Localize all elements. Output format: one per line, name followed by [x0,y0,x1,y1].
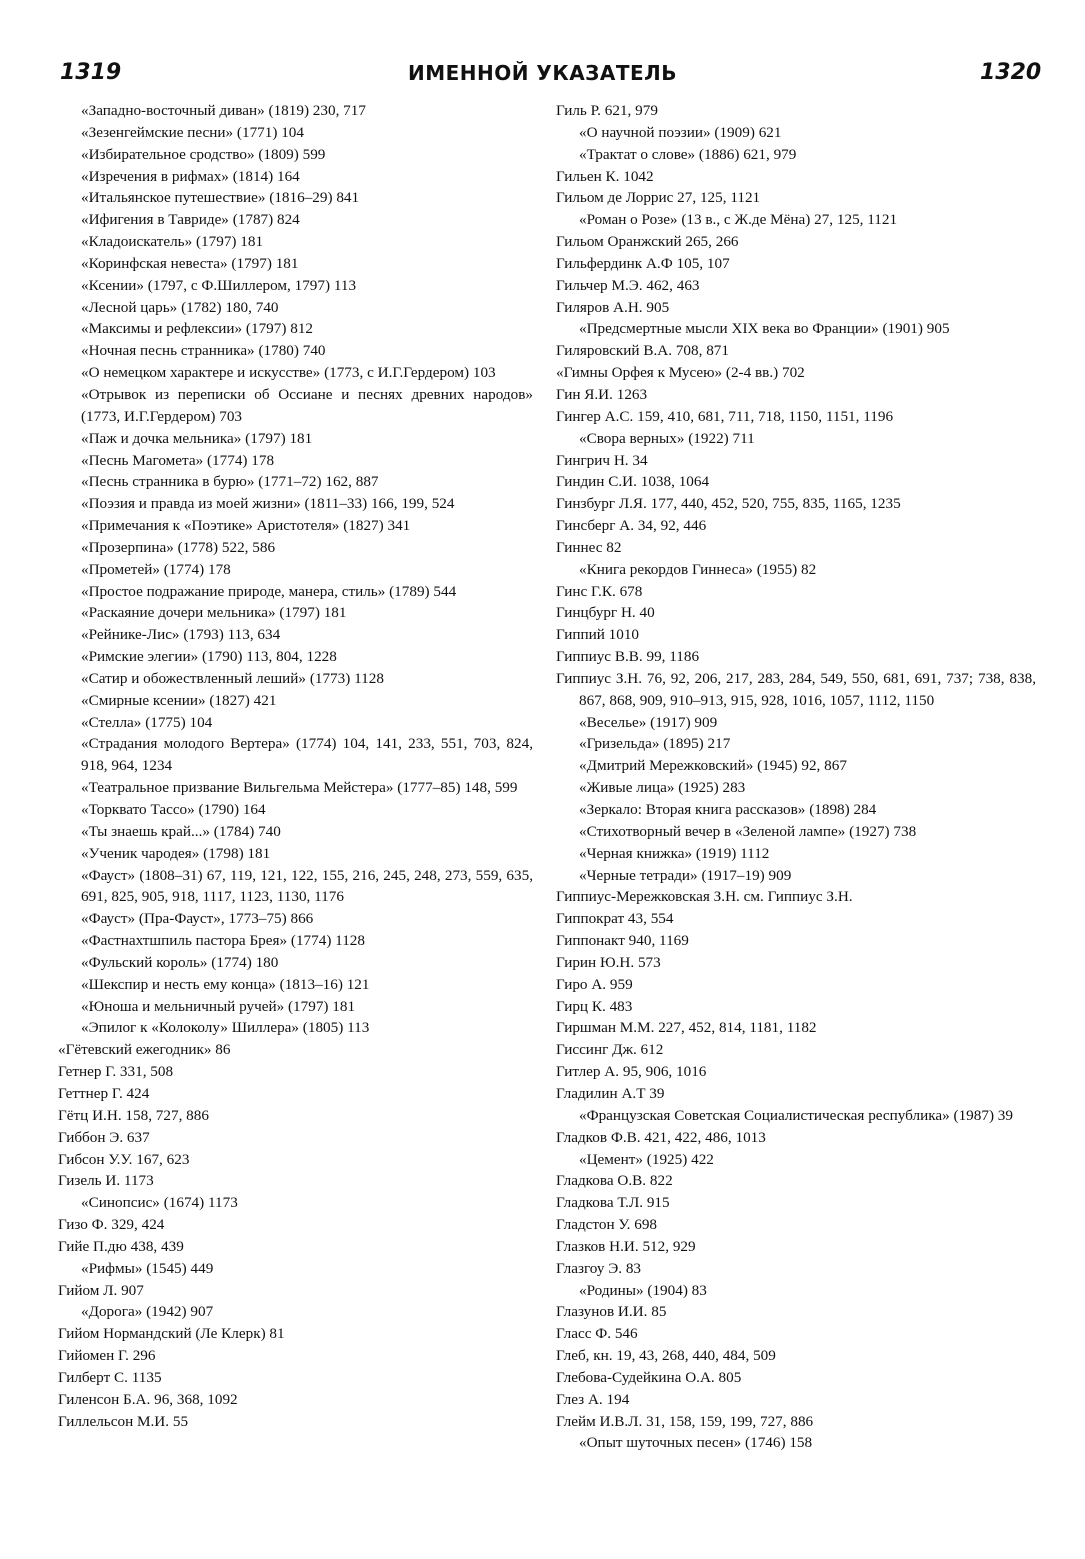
page-number-right: 1320 [980,60,1042,85]
index-entry: Гизель И. 1173 [58,1172,154,1190]
index-entry: Гийом Л. 907 [58,1281,144,1299]
index-subentry: «Отрывок из переписки об Оссиане и песнях древних народов» (1773, И.Г.Гердером) 703 [81,385,533,425]
index-entry: Гиппиус-Мережковская З.Н. см. Гиппиус З.Н. [556,888,853,906]
index-subentry: «О научной поэзии» (1909) 621 [579,123,782,141]
index-column-right [556,100,1036,1454]
index-subentry: «Ночная песнь странника» (1780) 740 [81,342,326,360]
index-entry: Гинс Г.К. 678 [556,582,643,600]
index-entry: Гиппиус З.Н. 76, 92, 206, 217, 283, 284, 549, 550, 681, 691, 737; 738, 838, 867, 868, 909, 910–913, 915, 928, 1016, 1057, 1112, 1150 [556,669,1036,709]
index-entry: Гладкова О.В. 822 [556,1172,673,1190]
index-subentry: «Ифигения в Тавриде» (1787) 824 [81,211,300,229]
page-number-left: 1319 [60,60,122,85]
index-subentry: «Фауст» (Пра-Фауст», 1773–75) 866 [81,910,314,928]
index-entry: Гийе П.дю 438, 439 [58,1237,184,1255]
index-entry: Гибсон У.У. 167, 623 [58,1150,190,1168]
index-entry: Глез А. 194 [556,1390,630,1408]
index-entry: Гильчер М.Э. 462, 463 [556,276,700,294]
index-subentry: «Зеркало: Вторая книга рассказов» (1898) 284 [579,801,877,818]
index-subentry: «Черная книжка» (1919) 1112 [579,844,770,862]
index-subentry: «Родины» (1904) 83 [579,1281,707,1299]
index-entry: Гиппий 1010 [556,626,640,644]
index-entry: Гийом Нормандский (Ле Клерк) 81 [58,1325,285,1343]
index-subentry: «Простое подражание природе, манера, стиль» (1789) 544 [81,582,457,600]
index-entry: Гиссинг Дж. 612 [556,1041,664,1059]
index-subentry: «Поэзия и правда из моей жизни» (1811–33) 166, 199, 524 [81,495,455,513]
index-entry: Гирин Ю.Н. 573 [556,953,661,971]
index-entry: Гиппиус В.В. 99, 1186 [556,648,700,666]
index-entry: Глазунов И.И. 85 [556,1303,667,1321]
index-entry: Гилберт С. 1135 [58,1368,162,1386]
index-subentry: «Цемент» (1925) 422 [579,1150,714,1168]
index-subentry: «Свора верных» (1922) 711 [579,429,755,447]
index-entry: Гладков Ф.В. 421, 422, 486, 1013 [556,1128,766,1146]
index-entry: Глазков Н.И. 512, 929 [556,1237,696,1255]
index-entry: Гизо Ф. 329, 424 [58,1216,165,1234]
index-entry: Глебова-Судейкина О.А. 805 [556,1368,742,1386]
index-subentry: «Римские элегии» (1790) 113, 804, 1228 [81,648,337,666]
index-subentry: «Стелла» (1775) 104 [81,713,213,731]
index-entry: Гинзбург Л.Я. 177, 440, 452, 520, 755, 835, 1165, 1235 [556,495,901,513]
index-entry: Гладкова Т.Л. 915 [556,1194,670,1212]
index-subentry: «Гризельда» (1895) 217 [579,735,731,753]
index-entry: Гиршман М.М. 227, 452, 814, 1181, 1182 [556,1019,817,1037]
index-entry: Гладилин А.Т 39 [556,1084,665,1102]
index-subentry: «Роман о Розе» (13 в., с Ж.де Мёна) 27, 125, 1121 [579,211,898,229]
index-entry: Гильом Оранжский 265, 266 [556,233,739,251]
index-entry: Глеб, кн. 19, 43, 268, 440, 484, 509 [556,1347,776,1365]
index-column-left [58,100,533,1432]
index-subentry: «Прометей» (1774) 178 [81,560,231,578]
index-subentry: «Театральное призвание Вильгельма Мейстера» (1777–85) 148, 599 [81,779,518,797]
index-entry: Гиль Р. 621, 979 [556,102,658,119]
index-subentry: «Зезенгеймские песни» (1771) 104 [81,123,304,141]
index-subentry: «Эпилог к «Колоколу» Шиллера» (1805) 113 [81,1019,370,1037]
index-subentry: «Шекспир и несть ему конца» (1813–16) 121 [81,975,370,993]
index-entry: Гетнер Г. 331, 508 [58,1063,174,1081]
index-entry: Гильфердинк А.Ф 105, 107 [556,254,730,272]
index-entry: Глейм И.В.Л. 31, 158, 159, 199, 727, 886 [556,1412,814,1430]
index-subentry: «Кладоискатель» (1797) 181 [81,233,264,251]
index-subentry: «Дмитрий Мережковский» (1945) 92, 867 [579,757,847,775]
index-entry: Гиппократ 43, 554 [556,910,674,928]
index-entry: «Гётевский ежегодник» 86 [58,1041,231,1059]
index-subentry: «Прозерпина» (1778) 522, 586 [81,538,276,556]
index-subentry: «Изречения в рифмах» (1814) 164 [81,167,300,185]
index-subentry: «Дорога» (1942) 907 [81,1303,214,1321]
index-subentry: «Книга рекордов Гиннеса» (1955) 82 [579,560,817,578]
index-subentry: «Предсмертные мысли XIX века во Франции» (1901) 905 [579,320,950,338]
index-subentry: «Стихотворный вечер в «Зеленой лампе» (1927) 738 [579,822,917,840]
index-subentry: «О немецком характере и искусстве» (1773, с И.Г.Гердером) 103 [81,364,496,382]
index-entry: Гласс Ф. 546 [556,1325,638,1343]
index-entry: Гин Я.И. 1263 [556,385,648,403]
index-entry: Гинсберг А. 34, 92, 446 [556,517,707,535]
index-entry: Гирц К. 483 [556,997,633,1015]
index-subentry: «Фастнахтшпиль пастора Брея» (1774) 1128 [81,932,365,950]
index-entry: Геттнер Г. 424 [58,1084,150,1102]
index-subentry: «Раскаяние дочери мельника» (1797) 181 [81,604,347,622]
index-subentry: «Ты знаешь край...» (1784) 740 [81,822,281,840]
index-entry: Гиндин С.И. 1038, 1064 [556,473,710,491]
index-subentry: «Примечания к «Поэтике» Аристотеля» (1827) 341 [81,517,411,535]
index-subentry: «Песнь Магомета» (1774) 178 [81,451,275,469]
index-entry: Гитлер А. 95, 906, 1016 [556,1063,707,1081]
running-title: ИМЕННОЙ УКАЗАТЕЛЬ [407,61,678,85]
index-subentry: «Трактат о слове» (1886) 621, 979 [579,145,797,163]
index-entry: Гиллельсон М.И. 55 [58,1412,189,1430]
index-entry: Гладстон У. 698 [556,1216,658,1234]
index-subentry: «Фульский король» (1774) 180 [81,953,279,971]
index-entry: Гиленсон Б.А. 96, 368, 1092 [58,1390,238,1408]
index-subentry: «Ученик чародея» (1798) 181 [81,844,271,862]
index-entry: Гиляров А.Н. 905 [556,298,670,316]
index-subentry: «Лесной царь» (1782) 180, 740 [81,298,279,316]
index-entry: «Гимны Орфея к Мусею» (2-4 вв.) 702 [556,364,805,382]
index-subentry: «Французская Советская Социалистическая республика» (1987) 39 [579,1106,1013,1124]
index-subentry: «Синопсис» (1674) 1173 [81,1194,238,1212]
index-entry: Гётц И.Н. 158, 727, 886 [58,1106,209,1124]
index-entry: Гиббон Э. 637 [58,1128,150,1146]
index-entry: Гингер А.С. 159, 410, 681, 711, 718, 1150, 1151, 1196 [556,407,894,425]
index-entry: Гиннес 82 [556,538,622,556]
index-subentry: «Сатир и обожествленный леший» (1773) 1128 [81,669,384,687]
index-entry: Гинцбург Н. 40 [556,604,655,622]
index-subentry: «Западно-восточный диван» (1819) 230, 717 [81,102,366,119]
index-subentry: «Песнь странника в бурю» (1771–72) 162, 887 [81,473,379,491]
index-subentry: «Черные тетради» (1917–19) 909 [579,866,792,884]
index-subentry: «Избирательное сродство» (1809) 599 [81,145,326,163]
index-subentry: «Торквато Тассо» (1790) 164 [81,801,266,818]
index-subentry: «Фауст» (1808–31) 67, 119, 121, 122, 155, 216, 245, 248, 273, 559, 635, 691, 825, 905, 918, 1117, 1123, 1130, 1176 [81,866,533,906]
index-subentry: «Максимы и рефлексии» (1797) 812 [81,320,314,338]
index-entry: Гильен К. 1042 [556,167,654,185]
index-entry: Гийомен Г. 296 [58,1347,156,1365]
index-entry: Гиппонакт 940, 1169 [556,932,689,950]
index-subentry: «Паж и дочка мельника» (1797) 181 [81,429,313,447]
index-subentry: «Коринфская невеста» (1797) 181 [81,254,299,272]
index-entry: Гильом де Лоррис 27, 125, 1121 [556,189,761,207]
index-entry: Гиляровский В.А. 708, 871 [556,342,729,360]
index-subentry: «Живые лица» (1925) 283 [579,779,746,797]
index-subentry: «Итальянское путешествие» (1816–29) 841 [81,189,360,207]
index-subentry: «Страдания молодого Вертера» (1774) 104, 141, 233, 551, 703, 824, 918, 964, 1234 [81,735,533,775]
index-entry: Гиро А. 959 [556,975,633,993]
index-entry: Глазгоу Э. 83 [556,1259,642,1277]
index-subentry: «Юноша и мельничный ручей» (1797) 181 [81,997,356,1015]
index-subentry: «Опыт шуточных песен» (1746) 158 [579,1434,813,1452]
index-subentry: «Ксении» (1797, с Ф.Шиллером, 1797) 113 [81,276,357,294]
index-subentry: «Рейнике-Лис» (1793) 113, 634 [81,626,281,644]
index-subentry: «Рифмы» (1545) 449 [81,1259,214,1277]
index-subentry: «Веселье» (1917) 909 [579,713,718,731]
index-subentry: «Смирные ксении» (1827) 421 [81,691,277,709]
index-entry: Гингрич Н. 34 [556,451,648,469]
